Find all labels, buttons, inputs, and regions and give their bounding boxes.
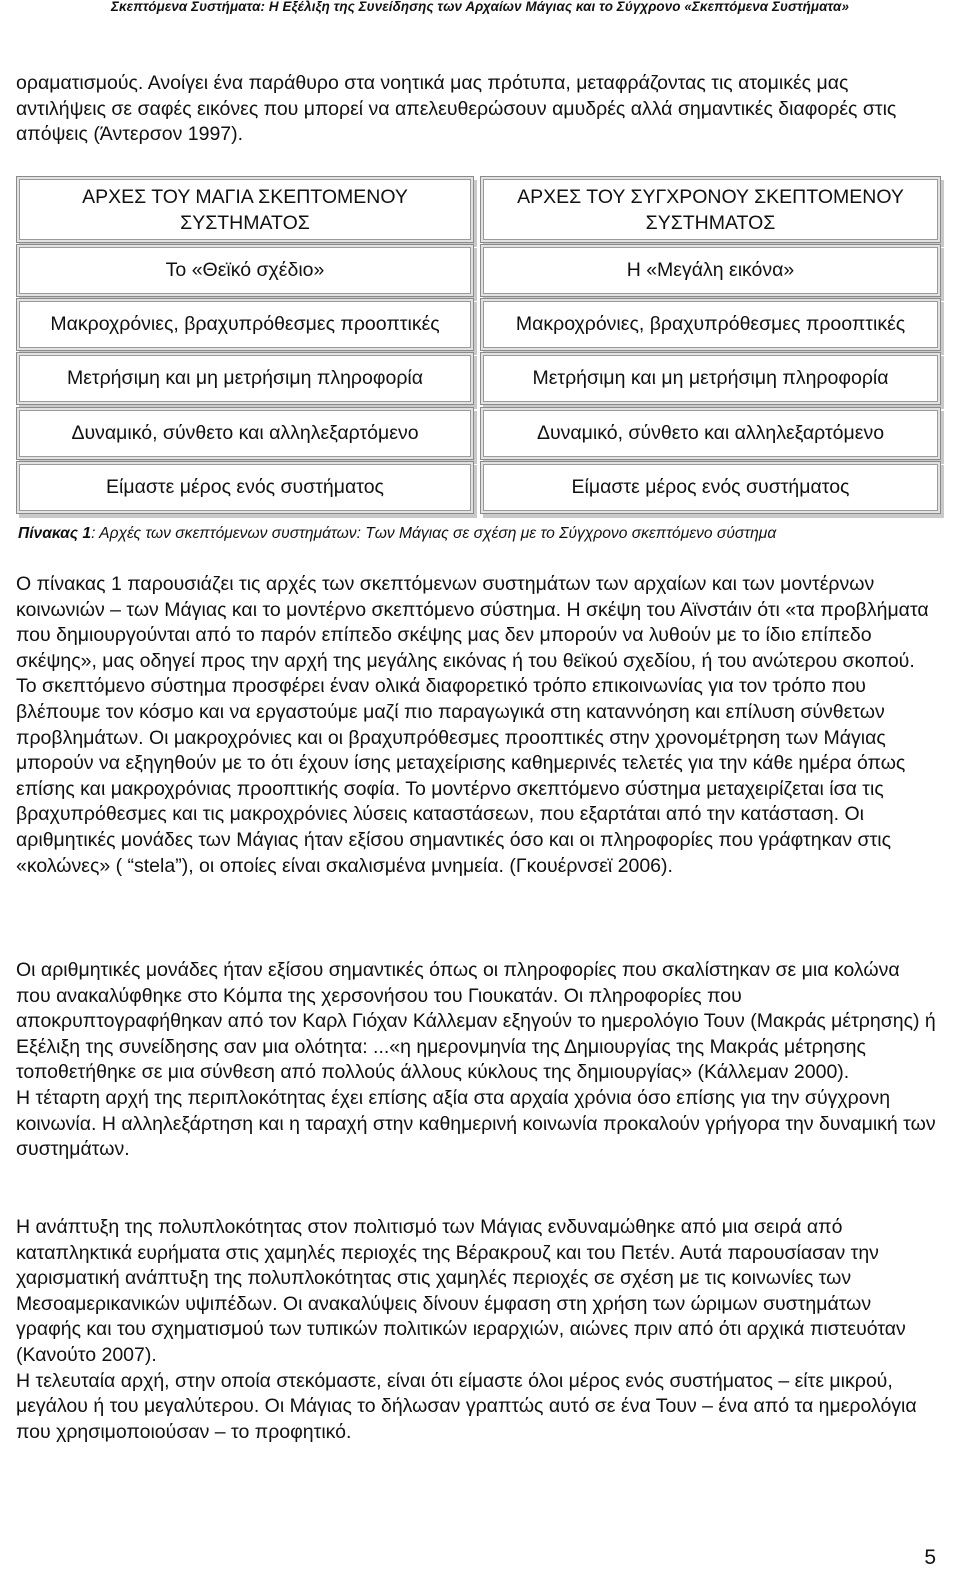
table-right-row-5: Είμαστε μέρος ενός συστήματος — [483, 464, 938, 511]
table-caption — [18, 525, 776, 543]
table-left-row-1: Το «Θεϊκό σχέδιο» — [19, 247, 471, 294]
paragraph-3a-text: Οι αριθμητικές μονάδες ήταν εξίσου σημαντικές όπως οι πληροφορίες που σκαλίστηκαν σε μια κολώνα που ανακαλύφθηκε στο Κόμπα της χερσονήσου του Γιουκατάν. Οι πληροφορίες που αποκρυπτογραφήθηκαν από τον Καρλ Γιόχαν Κάλλεμαν εξηγούν το ημερολόγιο Τουν (Μακράς μέτρησης) ή Εξέλιξη της συνείδησης σαν μια ολότητα: ...«η ημερονμηνία της Δημιουργίας της Μακράς μέτρησης τοποθετήθηκε σε μια σύνθεση από πολλούς άλλους κύκλους της δημιουργίας» (Κάλλεμαν 2000). — [16, 959, 936, 1084]
table-caption-label: Πίνακας 1 — [18, 525, 92, 542]
intro-text: οραματισμούς. Ανοίγει ένα παράθυρο στα νοητικά μας πρότυπα, μεταφράζοντας τις ατομικές μας αντιλήψεις σε σαφές εικόνες που μπορεί να απελευθερώσουν αμυδρές αλλά σημαντικές διαφορές στις απόψεις (Άντερσον 1997). — [16, 72, 897, 146]
paragraph-2-text: Ο πίνακας 1 παρουσιάζει τις αρχές των σκεπτόμενων συστημάτων των αρχαίων και των μοντέρνων κοινωνιών – των Μάγιας και το μοντέρνο σκεπτόμενο σύστημα. Η σκέψη του Αϊνστάιν ότι «τα προβλήματα που δημιουργούνται από το παρόν επίπεδο σκέψης μας δεν μπορούν να λυθούν με το ίδιο επίπεδο σκέψης», μας οδηγεί προς την αρχή της μεγάλης εικόνας ή του θεϊκού σχεδίου, ή του ανώτερου σκοπού. Το σκεπτόμενο σύστημα προσφέρει έναν ολικά διαφορετικό τρόπο επικοινωνίας για τον τρόπο που βλέπουμε τον κόσμο και να εργαστούμε μαζί πιο παραγωγικά στη καταννόηση και επίλυση σύνθετων προβλημάτων. Οι μακροχρόνιες και οι βραχυπρόθεσμες προοπτικές στην χρονομέτρηση των Μάγιας μπορούν να εξηγηθούν με το ότι έχουν ίσης μεταχείρισης καθημερινές τελετές για την κάθε ημέρα όπως επίσης και μακροχρόνιας προοπτικής σοφία. Το μοντέρνο σκεπτόμενο σύστημα μεταχειρίζεται ίσα τις βραχυπρόθεσμες και τις μακροχρόνιες λύσεις καταστάσεων, που εξαρτάται από την κατάσταση. Οι αριθμητικές μονάδες των Μάγιας ήταν εξίσου σημαντικές όσο και οι πληροφορίες που γράφτηκαν στις «κολώνες» ( “stela”), οι οποίες είναι σκαλισμένα μνημεία. (Γκουέρνσεϊ 2006). — [16, 573, 929, 877]
table-left-row-3: Μετρήσιμη και μη μετρήσιμη πληροφορία — [19, 355, 471, 402]
table-left-row-4: Δυναμικό, σύνθετο και αλληλεξαρτόμενο — [19, 410, 471, 457]
table-right-row-4: Δυναμικό, σύνθετο και αλληλεξαρτόμενο — [483, 410, 938, 457]
page-number: 5 — [924, 1546, 936, 1569]
body-paragraph-4 — [16, 1215, 936, 1445]
intro-paragraph — [16, 71, 936, 148]
paragraph-3b-text: Η τέταρτη αρχή της περιπλοκότητας έχει επίσης αξία στα αρχαία χρόνια όσο επίσης για την σύγχρονη κοινωνία. Η αλληλεξάρτηση και η ταραχή στην καθημερινή κοινωνία προκαλούν γρήγορα την δυναμική των συστημάτων. — [16, 1086, 936, 1161]
table-left-row-2: Μακροχρόνιες, βραχυπρόθεσμες προοπτικές — [19, 301, 471, 348]
table-right-row-2: Μακροχρόνιες, βραχυπρόθεσμες προοπτικές — [483, 301, 938, 348]
table-right-heading: ΑΡΧΕΣ ΤΟΥ ΣΥΓΧΡΟΝΟΥ ΣΚΕΠΤΟΜΕΝΟΥ ΣΥΣΤΗΜΑΤΟΣ — [483, 179, 938, 240]
table-right-row-1: Η «Μεγάλη εικόνα» — [483, 247, 938, 294]
body-paragraph-2 — [16, 572, 936, 879]
paragraph-4a-text: Η ανάπτυξη της πολυπλοκότητας στον πολιτισμό των Μάγιας ενδυναμώθηκε από μια σειρά από καταπληκτικά ευρήματα στις χαμηλές περιοχές της Βέρακρουζ και του Πετέν. Αυτά παρουσίασαν την χαρισματική ανάπτυξη της πολυπλοκότητας στις χαμηλές περιοχές σε σχέση με τις κοινωνίες των Μεσοαμερικανικών υψιπέδων. Οι ανακαλύψεις δίνουν έμφαση στη χρήση των ώριμων συστημάτων γραφής και του σχηματισμού των τυπικών πολιτικών ιεραρχιών, αιώνες πριν από ότι αρχικά πιστευόταν (Κανούτο 2007). — [16, 1216, 906, 1366]
running-header: Σκεπτόμενα Συστήματα: Η Εξέλιξη της Συνείδησης των Αρχαίων Μάγιας και το Σύγχρονο «Σκεπτόμενα Συστήματα» — [111, 0, 849, 14]
body-paragraph-3 — [16, 958, 936, 1163]
table-right-row-3: Μετρήσιμη και μη μετρήσιμη πληροφορία — [483, 355, 938, 402]
table-left-heading: ΑΡΧΕΣ ΤΟΥ ΜΑΓΙΑ ΣΚΕΠΤΟΜΕΝΟΥ ΣΥΣΤΗΜΑΤΟΣ — [19, 179, 471, 240]
table-left-row-5: Είμαστε μέρος ενός συστήματος — [19, 464, 471, 511]
table-caption-text: : Αρχές των σκεπτόμενων συστημάτων: Των Μάγιας σε σχέση με το Σύγχρονο σκεπτόμενο σύστημα — [91, 525, 777, 542]
paragraph-4b-text: Η τελευταία αρχή, στην οποία στεκόμαστε, είναι ότι είμαστε όλοι μέρος ενός συστήματος – είτε μικρού, μεγάλου ή του μεγαλύτερου. Οι Μάγιας το δήλωσαν γραπτώς αυτό σε ένα Τουν – ένα από τα ημερολόγια που χρησιμοποιούσαν – το προφητικό. — [16, 1369, 917, 1443]
